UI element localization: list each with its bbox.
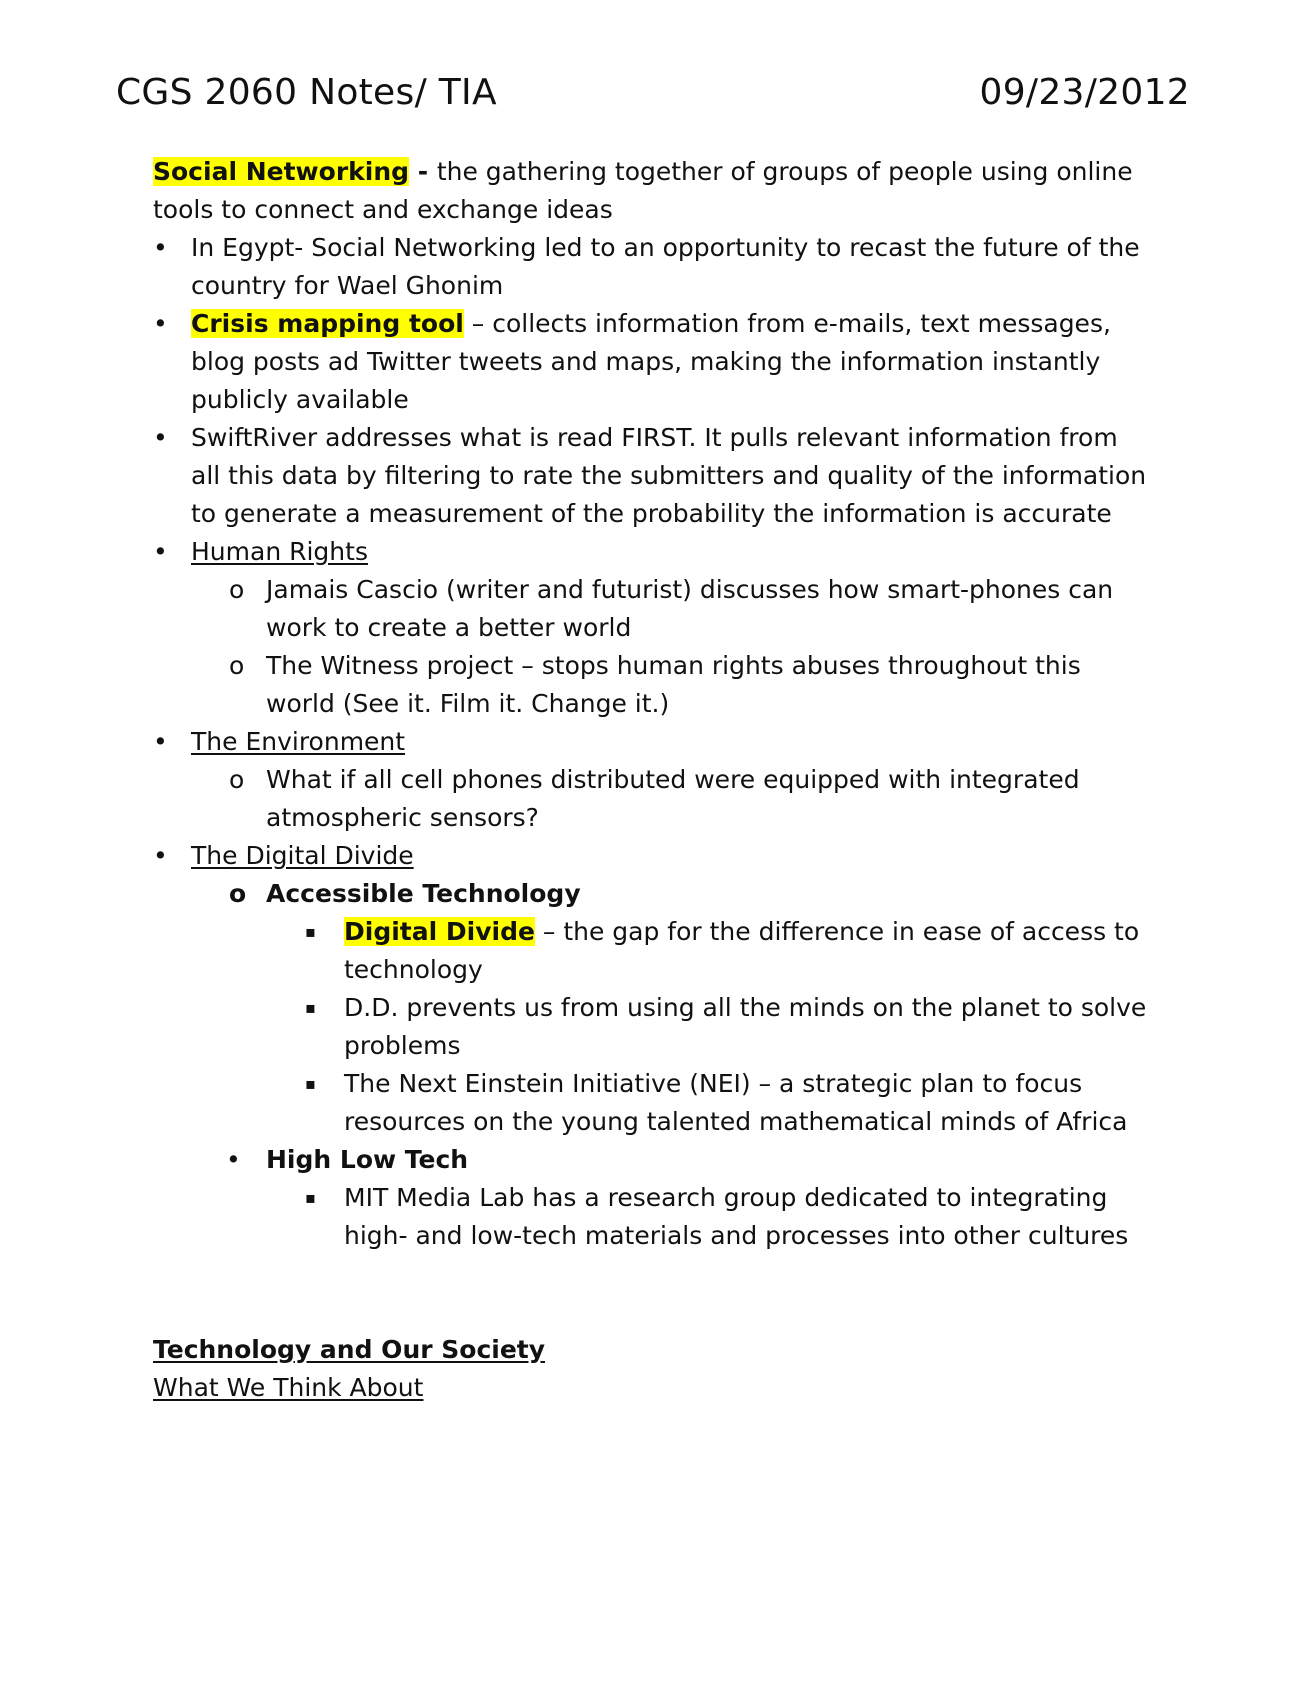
square-marker: ▪ bbox=[305, 1188, 316, 1207]
square-marker: ▪ bbox=[305, 998, 316, 1017]
circle-marker: o bbox=[229, 879, 247, 908]
list-item-cascio bbox=[153, 571, 1153, 647]
crisis-text: – collects information from e-mails, text messages, blog posts ad Twitter tweets and maps, making the information instantly publicly available bbox=[191, 309, 1111, 414]
list-item-sensors bbox=[153, 761, 1153, 837]
list-item-witness bbox=[153, 647, 1153, 723]
swiftriver-text: SwiftRiver addresses what is read FIRST. It pulls relevant information from all this data by filtering to rate the submitters and quality of the information to generate a measurement of the probability the information is accurate bbox=[191, 423, 1147, 528]
bullet-marker: • bbox=[153, 423, 168, 452]
bullet-marker: • bbox=[153, 537, 168, 566]
highlight-term-social-networking: Social Networking bbox=[153, 157, 410, 186]
document-date: 09/23/2012 bbox=[979, 72, 1190, 113]
highlight-term-digital-divide: Digital Divide bbox=[344, 917, 535, 946]
witness-text: The Witness project – stops human rights abuses throughout this world (See it. Film it. Change it.) bbox=[266, 651, 1081, 718]
list-item-swiftriver bbox=[153, 419, 1153, 533]
intro-definition bbox=[153, 153, 1153, 229]
heading-environment: The Environment bbox=[191, 727, 406, 756]
dd-definition-text: – the gap for the difference in ease of access to technology bbox=[344, 917, 1140, 984]
list-item-high-low-tech bbox=[153, 1141, 1153, 1179]
high-low-tech-heading: High Low Tech bbox=[266, 1145, 469, 1174]
section-title: Technology and Our Society bbox=[153, 1335, 546, 1364]
list-item-human-rights bbox=[153, 533, 1153, 571]
bullet-marker: • bbox=[153, 233, 168, 262]
square-marker: ▪ bbox=[305, 922, 316, 941]
square-marker: ▪ bbox=[305, 1074, 316, 1093]
bullet-marker: • bbox=[153, 309, 168, 338]
cascio-text: Jamais Cascio (writer and futurist) discusses how smart-phones can work to create a better world bbox=[266, 575, 1114, 642]
bullet-marker: • bbox=[153, 841, 168, 870]
page-header bbox=[116, 72, 1190, 122]
heading-digital-divide: The Digital Divide bbox=[191, 841, 414, 870]
list-item-egypt bbox=[153, 229, 1153, 305]
bullet-marker: • bbox=[226, 1145, 241, 1174]
list-item-dd-definition bbox=[153, 913, 1153, 989]
document-title: CGS 2060 Notes/ TIA bbox=[116, 72, 497, 113]
circle-marker: o bbox=[229, 575, 245, 604]
list-item-nei bbox=[153, 1065, 1153, 1141]
list-item-dd-prevents bbox=[153, 989, 1153, 1065]
list-item-mit bbox=[153, 1179, 1153, 1255]
dd-prevents-text: D.D. prevents us from using all the minds on the planet to solve problems bbox=[344, 993, 1147, 1060]
list-item-digital-divide bbox=[153, 837, 1153, 875]
sensors-text: What if all cell phones distributed were equipped with integrated atmospheric sensors? bbox=[266, 765, 1080, 832]
accessible-technology-heading: Accessible Technology bbox=[266, 879, 581, 908]
list-item-accessible-technology bbox=[153, 875, 1153, 913]
list-item-environment bbox=[153, 723, 1153, 761]
nei-text: The Next Einstein Initiative (NEI) – a strategic plan to focus resources on the young talented mathematical minds of Africa bbox=[344, 1069, 1128, 1136]
circle-marker: o bbox=[229, 765, 245, 794]
intro-definition-text: the gathering together of groups of people using online tools to connect and exchange ideas bbox=[153, 157, 1133, 224]
circle-marker: o bbox=[229, 651, 245, 680]
egypt-text: In Egypt- Social Networking led to an opportunity to recast the future of the country for Wael Ghonim bbox=[191, 233, 1140, 300]
bullet-marker: • bbox=[153, 727, 168, 756]
intro-dash: - bbox=[409, 157, 437, 186]
notes-body bbox=[153, 153, 1153, 1407]
blank-space bbox=[153, 1255, 1153, 1331]
list-item-crisis-mapping bbox=[153, 305, 1153, 419]
mit-text: MIT Media Lab has a research group dedicated to integrating high- and low-tech materials and processes into other cultures bbox=[344, 1183, 1129, 1250]
highlight-term-crisis-mapping: Crisis mapping tool bbox=[191, 309, 464, 338]
section-subtitle: What We Think About bbox=[153, 1373, 424, 1402]
heading-human-rights: Human Rights bbox=[191, 537, 368, 566]
